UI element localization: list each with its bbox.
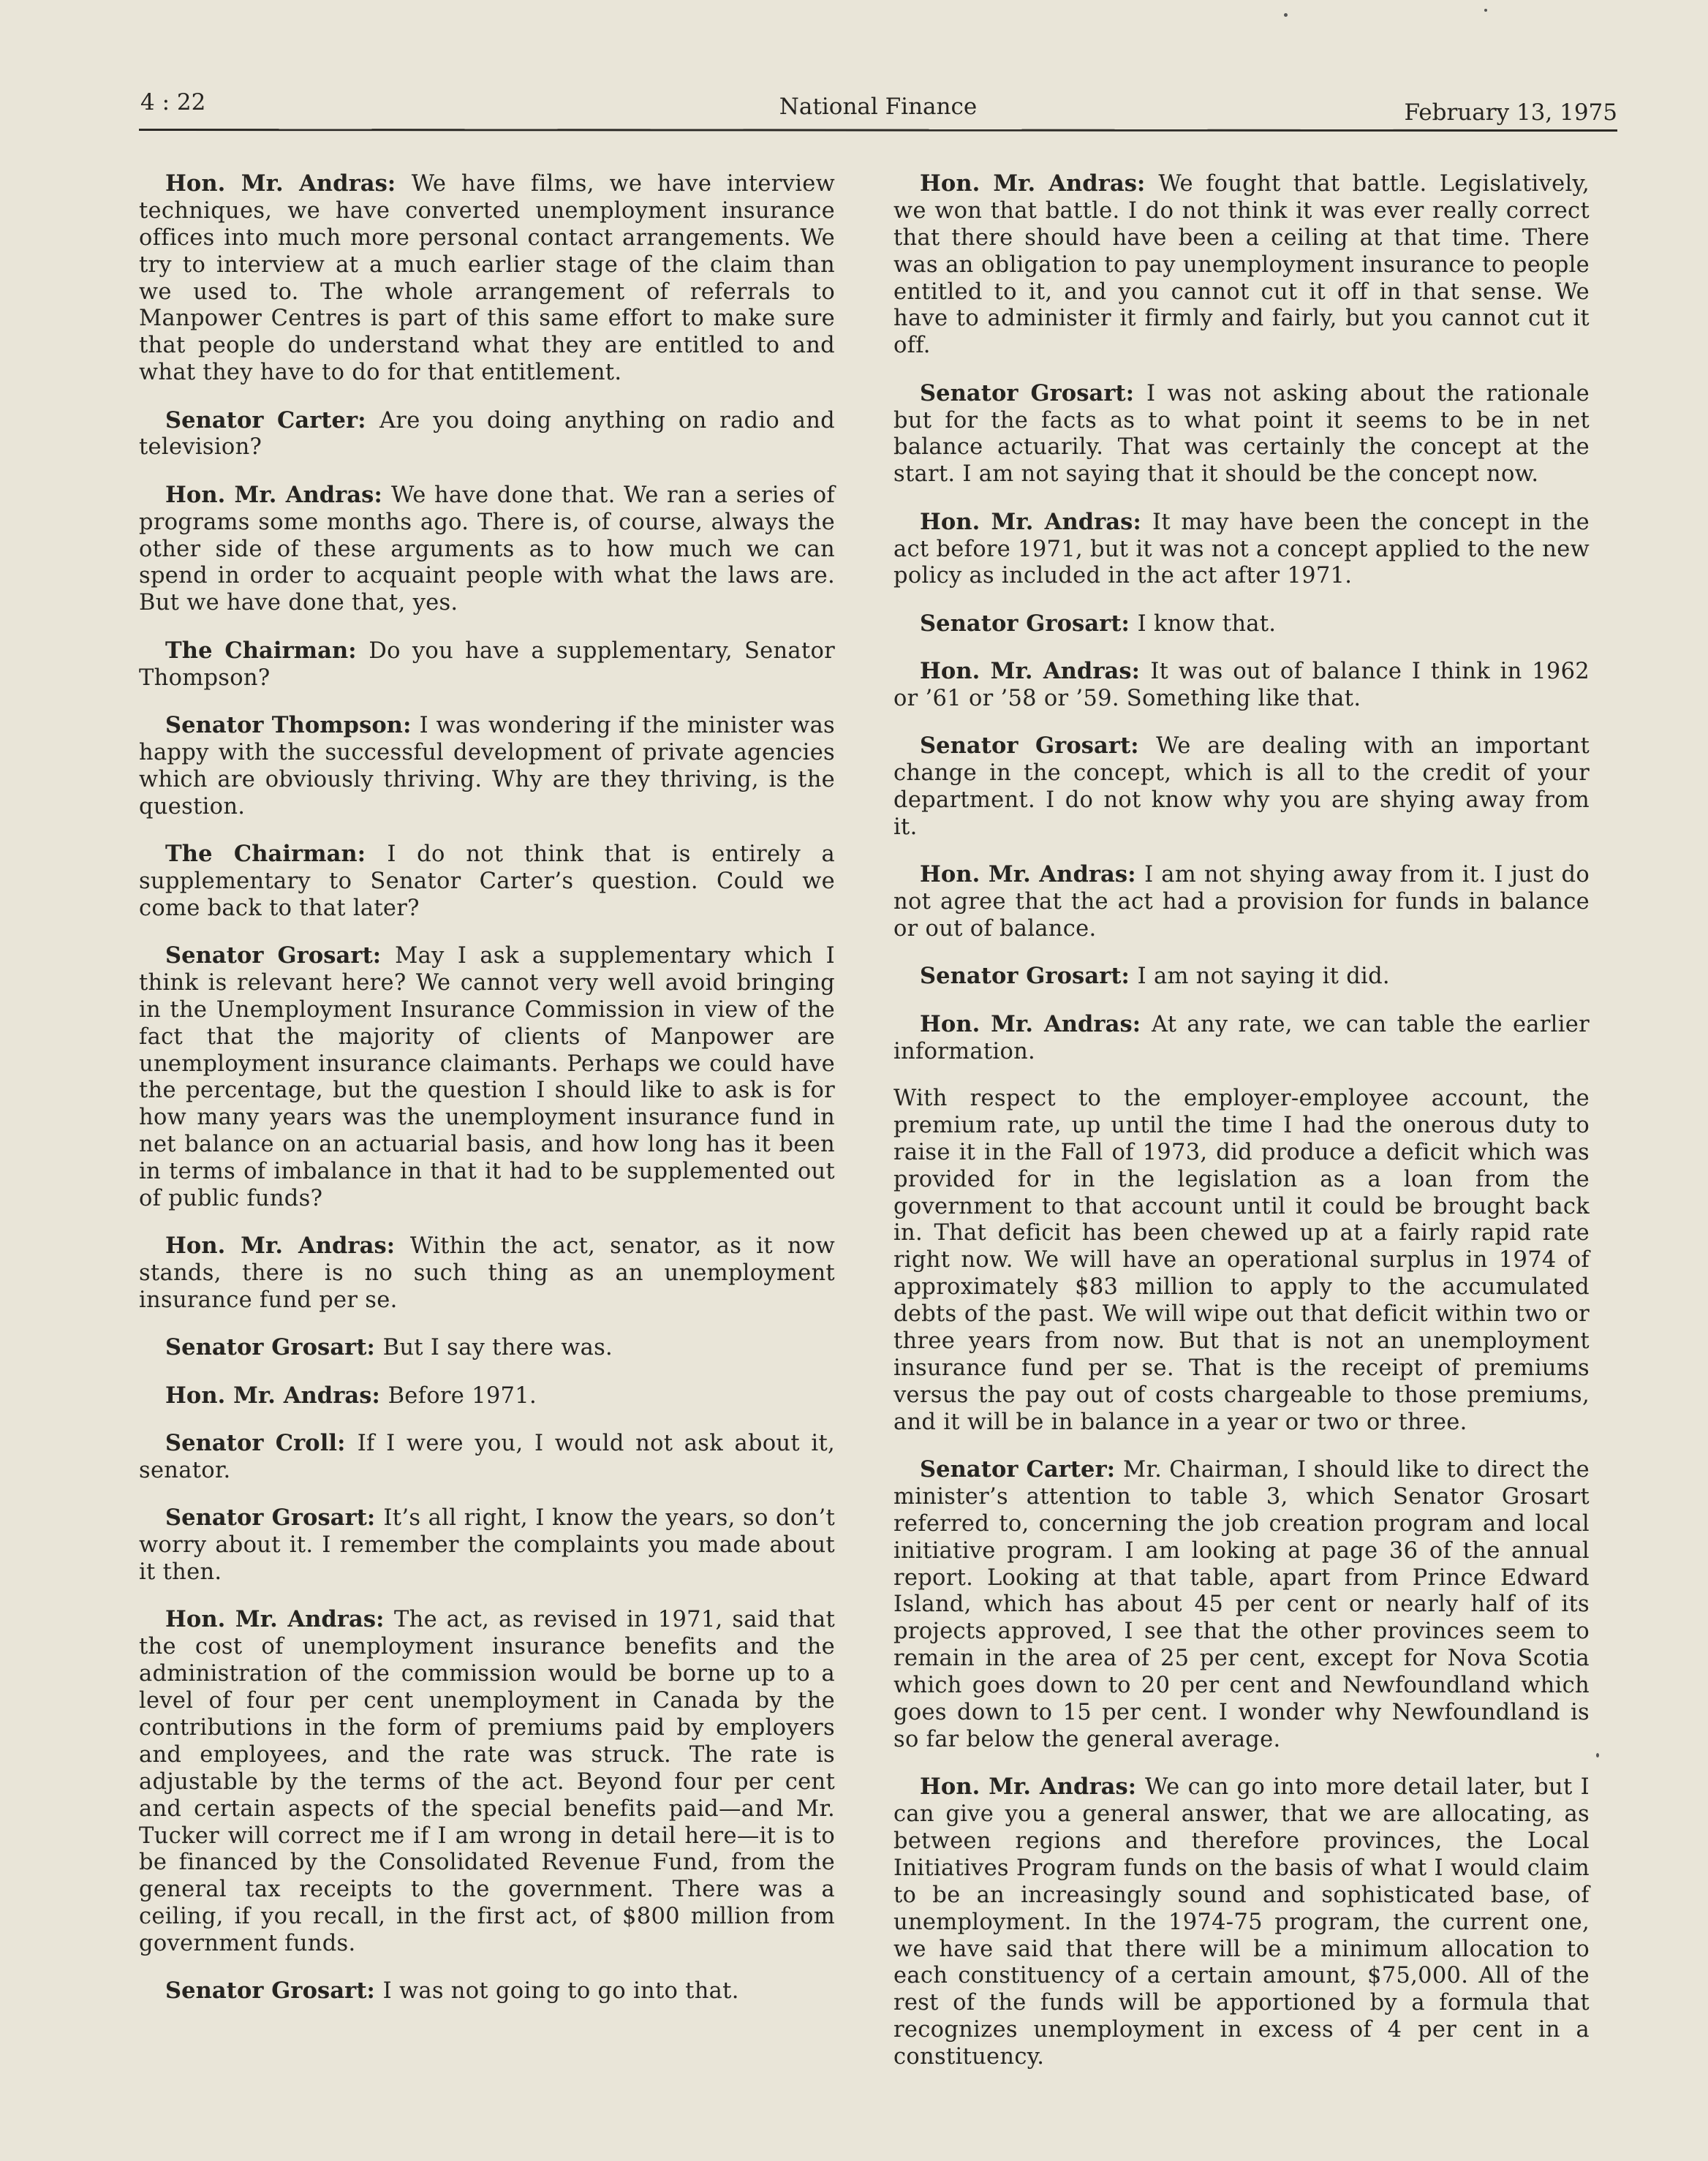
transcript-paragraph [139,1606,835,1958]
left-column [139,170,835,2026]
transcript-paragraph [139,1233,835,1314]
speaker-name: Senator Carter: [920,1456,1116,1483]
speech-text: I am not shying away from it. I just do not agree that the act had a provision for funds in balance or out of balance. [893,862,1590,942]
speaker-name: Senator Grosart: [920,379,1135,406]
page-header [139,82,1617,133]
speech-text: I am not saying it did. [1137,964,1390,990]
speech-text: Are you doing anything on radio and television? [139,407,836,461]
transcript-paragraph [139,1978,835,2005]
transcript-paragraph [893,963,1590,991]
transcript-paragraph [893,509,1590,591]
speech-text: But I say there was. [382,1335,613,1361]
page-number: 4 : 22 [140,89,206,116]
publication-title: National Finance [779,94,978,120]
speech-text: The act, as revised in 1971, said that the cost of unemployment insurance benefits and the administration of the commission would be borne up to a level of four per cent unemployment in Canada by the contributions in the form of premiums paid by employers and employees, and the rate was struck. The rate is adjustable by the terms of the act. Beyond four per cent and certain aspects of the special benefits paid—and Mr. Tucker will correct me if I am wrong in detail here—it is to be financed by the Consolidated Revenue Fund, from the general tax receipts to the government. There was a ceiling, if you recall, in the first act, of $800 million from government funds. [139,1607,836,1957]
transcript-paragraph [893,1011,1590,1066]
speech-text: I do not think that is entirely a supplementary to Senator Carter’s question. Could we come back to that later? [139,841,835,921]
transcript-paragraph [139,637,835,692]
speaker-name: The Chairman: [165,840,366,867]
transcript-paragraph [893,1086,1590,1437]
speaker-name: Senator Grosart: [920,610,1130,637]
transcript-paragraph [139,1430,835,1485]
speech-text: It was out of balance I think in 1962 or ’61 or ’58 or ’59. Something like that. [893,659,1590,711]
transcript-paragraph [139,407,835,462]
transcript-paragraph [139,482,835,617]
speaker-name: Senator Grosart: [165,1505,376,1532]
transcript-paragraph [139,1334,835,1362]
speaker-name: Hon. Mr. Andras: [920,170,1146,197]
transcript-paragraph [893,861,1590,943]
speech-text: I know that. [1137,610,1277,637]
transcript-paragraph [893,658,1590,713]
transcript-paragraph [139,712,835,821]
speaker-name: Hon. Mr. Andras: [920,1774,1137,1801]
speaker-name: Senator Grosart: [165,1978,375,2005]
publication-date: February 13, 1975 [1404,99,1617,126]
transcript-paragraph [893,1456,1590,1754]
speech-text: We fought that battle. Legislatively, we won that battle. I do not think it was ever really correct that there should have been a ceiling at that time. There was an obligation to pay unemployment insurance to people entitled to it, and you cannot cut it off in that sense. We have to administer it firmly and fairly, but you cannot cut it off. [893,171,1590,359]
paper-speck [1596,1753,1599,1757]
speech-text: I was not going to go into that. [382,1978,739,2005]
speech-text: It may have been the concept in the act before 1971, but it was not a concept applied to the new policy as included in the act after 1971. [893,509,1590,589]
speaker-name: Senator Grosart: [920,733,1139,760]
speech-text: We are dealing with an important change in the concept, which is all to the credit of your department. I do not know why you are shying away from it. [893,733,1590,840]
speech-text: Mr. Chairman, I should like to direct the minister’s attention to table 3, which Senator Grosart referred to, concerning the job creation program and local initiative program. I am looking at page 36 of the annual report. Looking at that table, apart from Prince Edward Island, which has about 45 per cent or nearly half of its projects approved, I see that the other provinces seem to remain in the area of 25 per cent, except for Nova Scotia which goes down to 20 per cent and Newfoundland which goes down to 15 per cent. I wonder why Newfoundland is so far below the general average. [893,1457,1590,1752]
transcript-paragraph [139,942,835,1213]
transcript-paragraph [893,1774,1590,2071]
speech-text: At any rate, we can table the earlier information. [893,1011,1590,1064]
speaker-name: Senator Grosart: [165,1334,375,1361]
speaker-name: Hon. Mr. Andras: [920,658,1141,685]
speech-text: I was not asking about the rationale but for the facts as to what point it seems to be in net balance actuarily. That was certainly the concept at the start. I am not saying that it should be the concept now. [893,380,1590,488]
speech-text: May I ask a supplementary which I think is relevant here? We cannot very well avoid bringing in the Unemployment Insurance Commission in view of the fact that the majority of clients of Manpower are unemployment insurance claimants. Perhaps we could have the percentage, but the question I should like to ask is for how many years was the unemployment insurance fund in net balance on an actuarial basis, and how long has it been in terms of imbalance in that it had to be supplemented out of public funds? [139,943,835,1212]
speaker-name: Hon. Mr. Andras: [165,481,382,508]
paper-speck [1484,9,1487,12]
transcript-paragraph [139,1382,835,1410]
transcript-paragraph [893,170,1590,360]
speaker-name: Hon. Mr. Andras: [920,861,1136,888]
speech-text: With respect to the employer-employee account, the premium rate, up until the time I had the onerous duty to raise it in the Fall of 1973, did produce a deficit which was provided for in the legislation as a loan from the government to that account until it could be brought back in. That deficit has been chewed up at a fairly rapid rate right now. We will have an operational surplus in 1974 of approximately $83 million to apply to the accumulated debts of the past. We will wipe out that deficit within two or three years from now. But that is not an unemployment insurance fund per se. That is the receipt of premiums versus the pay out of costs chargeable to those premiums, and it will be in balance in a year or two or three. [893,1085,1590,1435]
speech-text: Do you have a supplementary, Senator Thompson? [139,637,836,691]
speaker-name: Hon. Mr. Andras: [920,508,1141,535]
speech-text: If I were you, I would not ask about it, senator. [139,1431,835,1483]
speech-text: Within the act, senator, as it now stands, there is no such thing as an unemployment insurance fund per se. [139,1233,836,1314]
speaker-name: Hon. Mr. Andras: [165,1233,396,1260]
speaker-name: Senator Carter: [165,406,366,434]
speech-text: Before 1971. [388,1382,537,1409]
speaker-name: Hon. Mr. Andras: [165,1606,385,1633]
speech-text: It’s all right, I know the years, so don’t worry about it. I remember the complaints you made about it then. [139,1505,835,1586]
speaker-name: Senator Grosart: [920,963,1130,990]
speaker-name: Hon. Mr. Andras: [165,1382,380,1409]
speech-text: We have done that. We ran a series of programs some months ago. There is, of course, always the other side of these arguments as to how much we can spend in order to acquaint people with what the laws are. But we have done that, yes. [139,482,836,616]
speaker-name: Hon. Mr. Andras: [165,170,396,197]
speech-text: We can go into more detail later, but I can give you a general answer, that we are allocating, as between regions and therefore provinces, the Local Initiatives Program funds on the basis of what I would claim to be an increasingly sound and sophisticated base, of unemployment. In the 1974-75 program, the current one, we have said that there will be a minimum allocation to each constituency of a certain amount, $75,000. All of the rest of the funds will be apportioned by a formula that recognizes unemployment in excess of 4 per cent in a constituency. [893,1774,1590,2070]
transcript-paragraph [893,610,1590,638]
right-column [893,170,1590,2091]
speaker-name: Hon. Mr. Andras: [920,1010,1141,1037]
transcript-paragraph [893,733,1590,841]
speaker-name: Senator Croll: [165,1430,346,1457]
transcript-paragraph [893,380,1590,489]
transcript-paragraph [139,841,835,923]
paper-speck [1284,13,1288,17]
speech-text: I was wondering if the minister was happy with the successful development of private agencies which are obviously thriving. Why are they thriving, is the question. [139,712,836,820]
transcript-paragraph [139,170,835,387]
speech-text: We have films, we have interview techniques, we have converted unemployment insurance offices into much more personal contact arrangements. We try to interview at a much earlier stage of the claim than we used to. The whole arrangement of referrals to Manpower Centres is part of this same effort to make sure that people do understand what they are entitled to and what they have to do for that entitlement. [139,171,836,386]
speaker-name: Senator Grosart: [165,942,382,969]
speaker-name: Senator Thompson: [165,711,412,738]
transcript-paragraph [139,1505,835,1586]
speaker-name: The Chairman: [165,637,357,664]
